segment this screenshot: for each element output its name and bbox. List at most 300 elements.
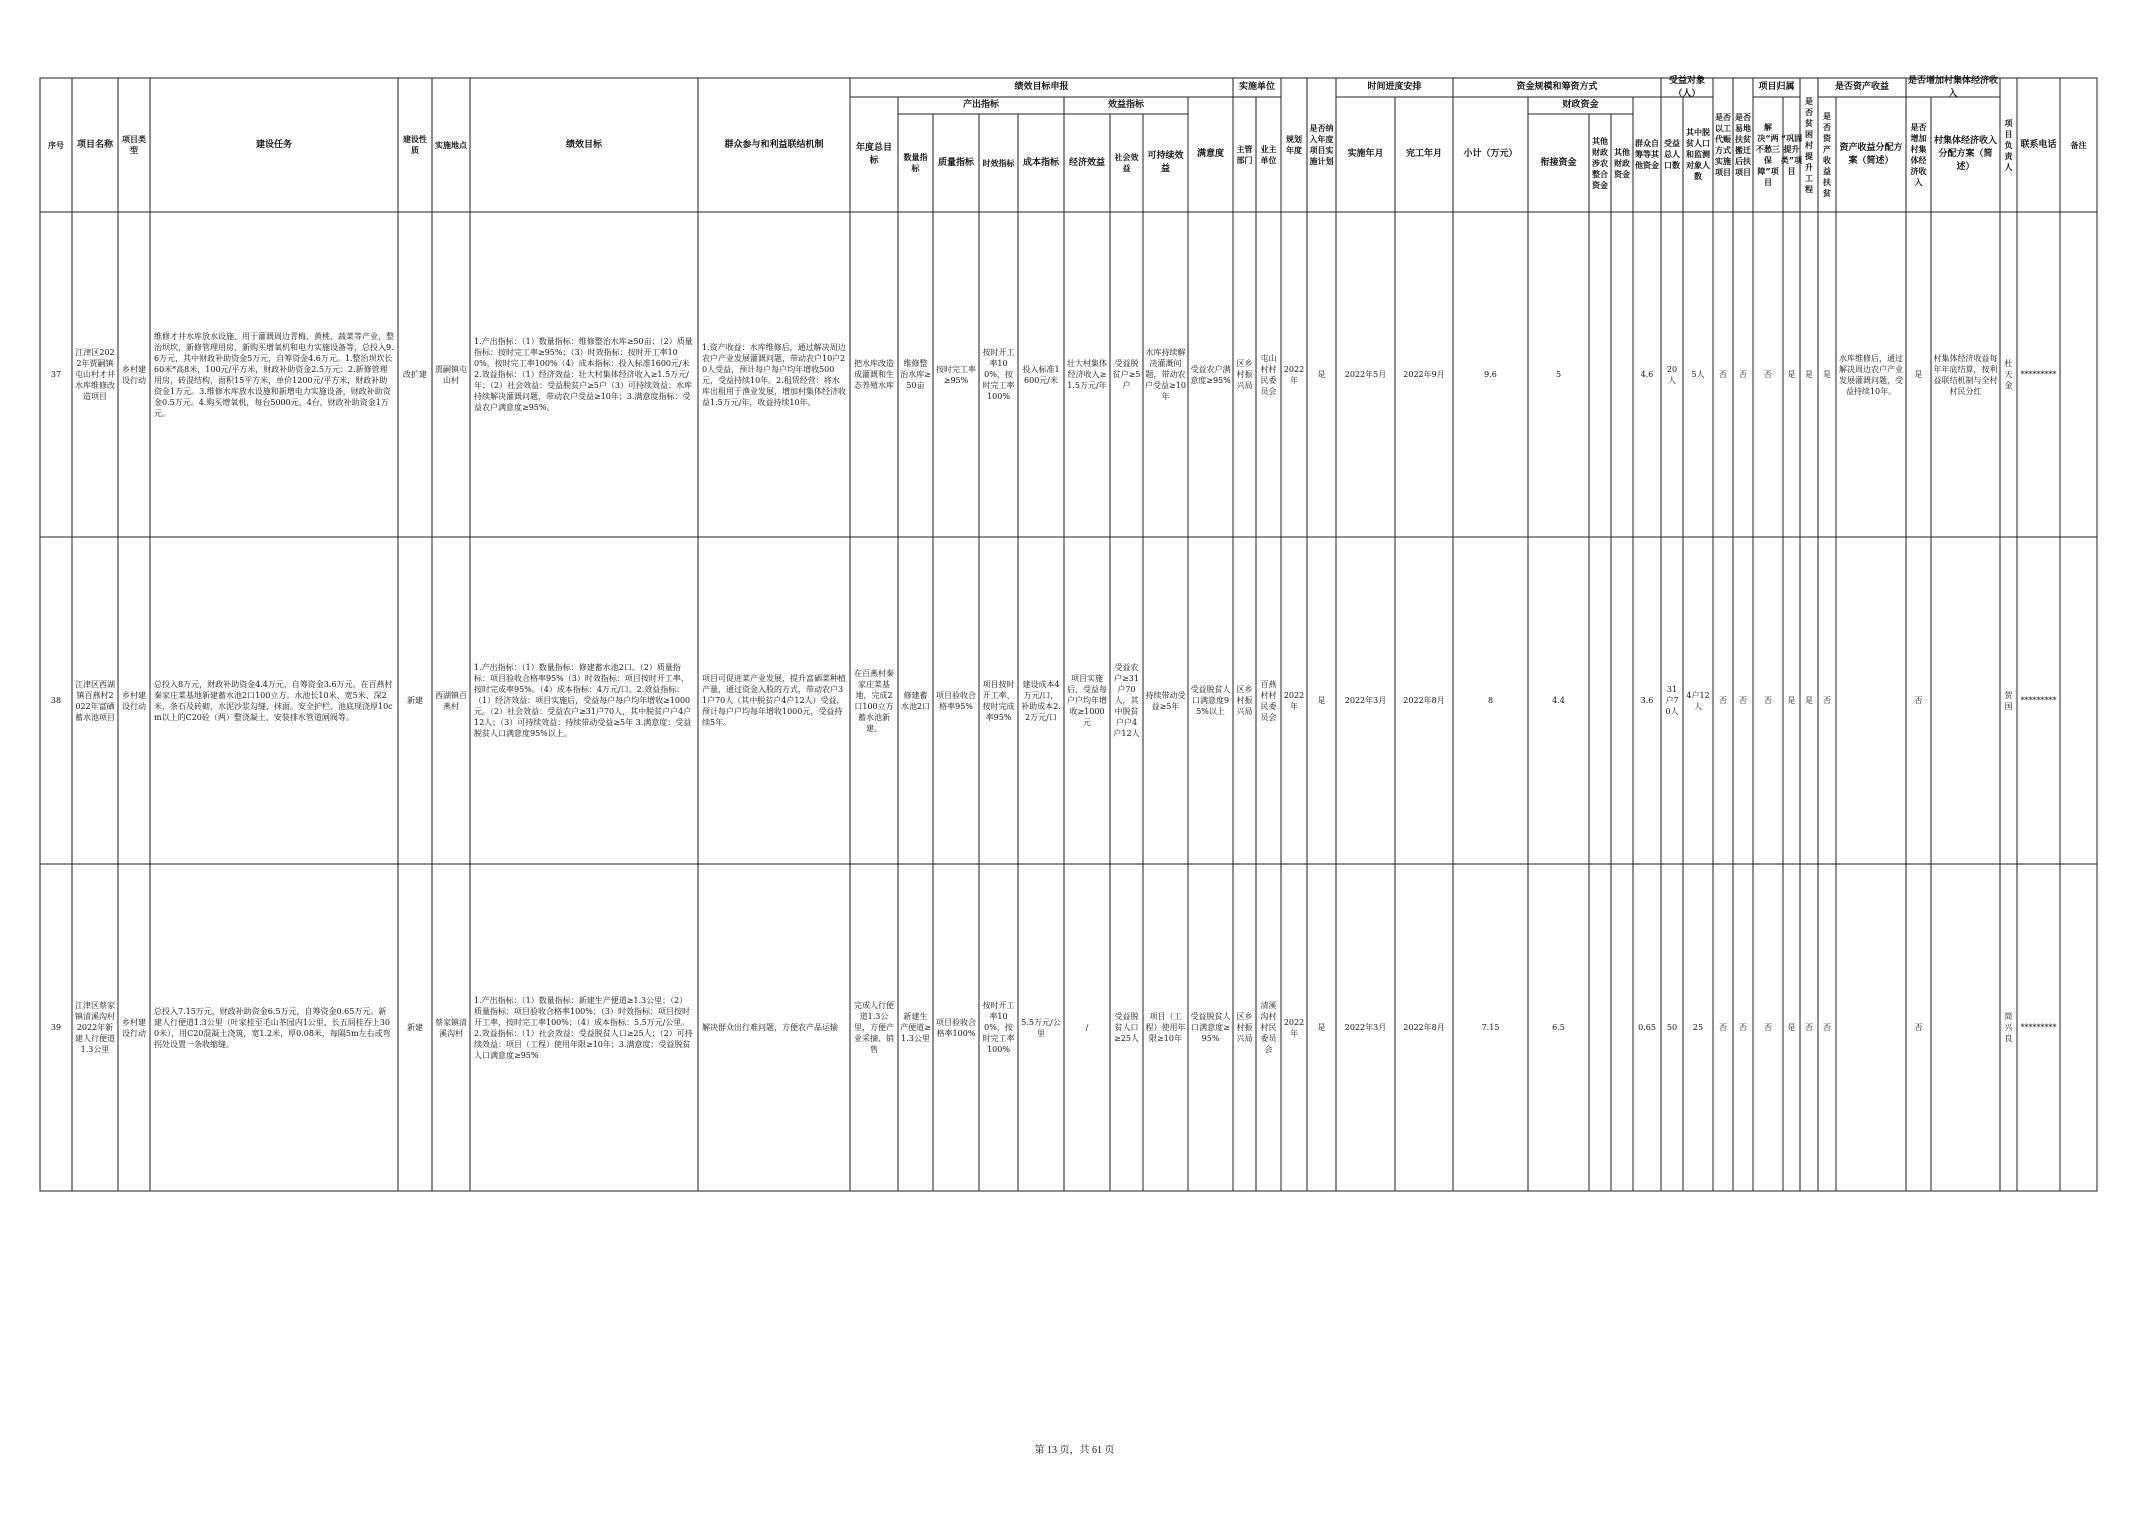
row-39-in-plan xyxy=(1308,865,1335,1190)
row-38-owner-text: 百燕村村民委员会 xyxy=(1260,679,1277,722)
row-38-linked xyxy=(1529,538,1588,863)
row-39-cost xyxy=(1019,865,1063,1190)
header-benefit-group-text: 效益指标 xyxy=(1107,100,1144,110)
row-37-name-text: 江津区2022年贾嗣镇屯山村才井水库维修改造项目 xyxy=(75,348,115,401)
row-37-self xyxy=(1634,213,1660,536)
header-econ xyxy=(1065,115,1109,211)
row-39-owner xyxy=(1257,865,1280,1190)
row-39-name xyxy=(73,865,117,1190)
header-poor-village-text: 是否贫困村提升工程 xyxy=(1805,96,1813,194)
header-econ-text: 经济效益 xyxy=(1068,157,1105,168)
header-mech-text: 群众参与和利益联结机制 xyxy=(724,139,824,150)
header-total-pop-text: 受益总人口数 xyxy=(1664,139,1680,170)
row-37-annual-goal-text: 把水库改造成灌溉和生态养殖水库 xyxy=(854,359,894,390)
row-39-start xyxy=(1337,865,1394,1190)
row-37-cost-text: 投入标准1600元/米 xyxy=(1022,364,1060,385)
row-38-time xyxy=(980,538,1017,863)
header-consolidate xyxy=(1780,98,1803,211)
row-38-poor-village xyxy=(1801,538,1817,863)
row-39-end xyxy=(1396,865,1452,1190)
row-39-dept xyxy=(1234,865,1255,1190)
row-38-econ-text: 项目实施后，受益每户户均年增收≥1000元 xyxy=(1067,674,1107,727)
header-subtotal xyxy=(1454,98,1527,211)
row-39-other-fiscal xyxy=(1612,865,1632,1190)
header-benef-group xyxy=(1662,75,1712,99)
row-39-seq xyxy=(41,865,71,1190)
header-time-text: 时效指标 xyxy=(982,158,1015,168)
row-37-quality xyxy=(934,213,978,536)
row-37-remark xyxy=(2061,213,2096,536)
row-38-total-pop xyxy=(1662,538,1682,863)
row-37-social-text: 受益脱贫户≥5户 xyxy=(1112,359,1141,390)
row-37-time-text: 按时开工率100%，按时完工率100% xyxy=(982,348,1015,401)
header-benefit-group xyxy=(1065,98,1187,113)
row-38-annual-goal xyxy=(851,538,897,863)
header-two-no-text: 解决“两不愁三保障”项目 xyxy=(1756,122,1780,187)
row-37-social xyxy=(1111,213,1142,536)
row-37-start-text: 2022年5月 xyxy=(1344,370,1387,379)
row-38-poor-village-text: 是 xyxy=(1805,696,1813,705)
header-remark-text: 备注 xyxy=(2070,140,2087,150)
header-consolidate-text: “巩固提升类”项目 xyxy=(1780,133,1803,176)
row-38-phone-text: ********* xyxy=(2020,696,2057,705)
row-37-poor-pop-text: 5人 xyxy=(1691,370,1705,379)
header-sustain xyxy=(1144,115,1187,211)
row-39-type xyxy=(119,865,149,1190)
row-37-task-text: 维修才井水库放水设施、用于灌溉周边青梅、黄桃、蔬菜等产业，整治坝坎，新修管理用房，新购买增氧机和电力实施设备等，总投入9.6万元，其中财政补助资金5万元，自筹资金4.6万元。1.整治坝坎长60米*高8米，100元/平方米，财政补助资金2.5万元；2.新修管理用房，砖混结构，面积15平方米，单价1200元/平方米，财政补助资金1万元。3.维修水库放水设施和新增电力实施设备，财政补助资金0.5万元。4.购买增氧机，每台5000元，4台，财政补助资金1万元。 xyxy=(154,331,394,418)
header-cost-text: 成本指标 xyxy=(1022,157,1059,168)
row-37-nature xyxy=(399,213,431,536)
row-39-mech-text: 解决群众出行难问题，方便农产品运输 xyxy=(702,1023,838,1032)
row-37-dept xyxy=(1234,213,1255,536)
row-38-owner xyxy=(1257,538,1280,863)
row-39-self xyxy=(1634,865,1660,1190)
row-38-quality-text: 项目验收合格率95% xyxy=(936,690,976,711)
row-38-asset-is xyxy=(1819,538,1835,863)
header-two-no xyxy=(1754,98,1782,211)
row-38-two-no xyxy=(1754,538,1782,863)
row-39-social xyxy=(1111,865,1142,1190)
row-39-asset-plan xyxy=(1837,865,1905,1190)
row-39-linked-text: 6.5 xyxy=(1552,1023,1565,1032)
row-39-poor-pop-text: 25 xyxy=(1692,1023,1704,1032)
row-37-phone-text: ********* xyxy=(2020,370,2057,379)
header-goal xyxy=(471,79,697,211)
header-income-group-text: 是否增加村集体经济收入 xyxy=(1908,75,1999,99)
header-attr-group-text: 项目归属 xyxy=(1758,82,1795,92)
row-38-dept-text: 区乡村振兴局 xyxy=(1236,685,1253,716)
row-39-agri xyxy=(1590,865,1610,1190)
row-38-asset-is-text: 否 xyxy=(1823,696,1831,705)
row-39-remark xyxy=(2061,865,2096,1190)
row-38-nature xyxy=(399,538,431,863)
row-38-poor-pop xyxy=(1684,538,1712,863)
row-39-owner-text: 清溪沟村村民委员会 xyxy=(1260,1001,1277,1054)
header-asset-is-text: 是否资产收益扶贫 xyxy=(1823,111,1831,198)
header-loc xyxy=(433,79,469,211)
row-38-income-is xyxy=(1907,538,1930,863)
header-poor-pop xyxy=(1684,98,1712,211)
row-38-in-plan-text: 是 xyxy=(1317,696,1326,705)
row-38-consolidate xyxy=(1784,538,1799,863)
row-39-work-relief-text: 否 xyxy=(1719,1023,1727,1032)
header-dept xyxy=(1234,98,1255,211)
row-38-seq xyxy=(41,538,71,863)
header-owner xyxy=(1257,98,1280,211)
row-39-qty-text: 新建生产便道≥1.3公里 xyxy=(900,1012,931,1043)
row-38-quality xyxy=(934,538,978,863)
header-work-relief-text: 是否以工代赈方式实施项目 xyxy=(1715,113,1731,177)
header-plan-year xyxy=(1282,79,1306,211)
row-37-cost xyxy=(1019,213,1063,536)
header-owner-text: 业主单位 xyxy=(1260,144,1277,165)
row-37-nature-text: 改扩建 xyxy=(403,370,427,379)
row-37-loc xyxy=(433,213,469,536)
row-37-two-no-text: 否 xyxy=(1764,370,1772,379)
header-loc-text: 实施地点 xyxy=(435,140,467,150)
row-37-phone xyxy=(2018,213,2059,536)
row-37-quality-text: 按时完工率≥95% xyxy=(936,364,976,385)
row-39-econ-text: / xyxy=(1085,1023,1089,1032)
header-annual-goal xyxy=(851,98,897,211)
header-in-plan xyxy=(1308,79,1335,211)
header-satisfaction-text: 满意度 xyxy=(1196,149,1224,159)
row-38-nature-text: 新建 xyxy=(407,696,423,705)
row-39-poor-pop xyxy=(1684,865,1712,1190)
header-phone-text: 联系电话 xyxy=(2020,139,2057,150)
row-37-poor-village-text: 是 xyxy=(1805,370,1813,379)
row-37-asset-is-text: 是 xyxy=(1823,370,1831,379)
header-income-plan-text: 村集体经济收入分配方案（简述） xyxy=(1933,136,1997,172)
row-38-remark xyxy=(2061,538,2096,863)
row-39-phone xyxy=(2018,865,2059,1190)
row-39-income-is xyxy=(1907,865,1930,1190)
row-39-loc-text: 蔡家镇清溪沟村 xyxy=(435,1017,467,1038)
row-38-linked-text: 4.4 xyxy=(1552,696,1565,705)
row-38-mech xyxy=(699,538,849,863)
header-asset-group xyxy=(1819,79,1905,96)
row-37-econ xyxy=(1065,213,1109,536)
header-impl-group xyxy=(1234,79,1280,96)
header-poor-village xyxy=(1801,79,1817,211)
header-phone xyxy=(2018,79,2059,211)
row-39-relocation-text: 否 xyxy=(1739,1023,1747,1032)
row-38-relocation xyxy=(1734,538,1752,863)
row-38-mech-text: 项目可促进菜产业发展，提升富硒菜种植产量，通过资金入股的方式，带动农户31户70人（其中脱贫户4户12人）受益，预计每户户均每年增收1000元，受益持续5年。 xyxy=(702,674,846,727)
row-37-sustain xyxy=(1144,213,1187,536)
row-37-consolidate xyxy=(1784,213,1799,536)
row-37-plan-year-text: 2022年 xyxy=(1283,364,1305,385)
row-38-subtotal xyxy=(1454,538,1527,863)
header-remark xyxy=(2061,79,2096,211)
header-fiscal-group-text: 财政资金 xyxy=(1562,100,1599,110)
header-asset-is xyxy=(1819,98,1835,211)
header-end-text: 完工年月 xyxy=(1405,149,1442,159)
row-38-cost xyxy=(1019,538,1063,863)
header-end xyxy=(1396,98,1452,211)
row-37-leader-text: 杜天金 xyxy=(2004,359,2013,390)
header-asset-plan xyxy=(1837,98,1905,211)
row-39-quality xyxy=(934,865,978,1190)
header-agri xyxy=(1590,115,1610,211)
row-37-total-pop-text: 20人 xyxy=(1666,364,1678,385)
row-39-relocation xyxy=(1734,865,1752,1190)
row-38-satisfaction-text: 受益脱贫人口满意度95%以上 xyxy=(1190,685,1231,716)
row-39-seq-text: 39 xyxy=(50,1023,62,1032)
row-37-income-plan xyxy=(1932,213,1999,536)
row-38-satisfaction xyxy=(1189,538,1232,863)
header-in-plan-text: 是否纳入年度项目实施计划 xyxy=(1309,124,1334,166)
header-quality-text: 质量指标 xyxy=(937,157,974,168)
row-37-plan-year xyxy=(1282,213,1306,536)
header-cost xyxy=(1019,115,1063,211)
row-38-type-text: 乡村建设行动 xyxy=(122,690,146,711)
row-38-income-is-text: 否 xyxy=(1914,696,1923,705)
row-37-loc-text: 贾嗣镇屯山村 xyxy=(435,364,467,385)
row-38-dept xyxy=(1234,538,1255,863)
row-38-social-text: 受益农户≥31户70人，其中脱贫户户4户12人 xyxy=(1113,663,1140,738)
header-income-is-text: 是否增加村集体经济收入 xyxy=(1910,122,1927,187)
row-39-poor-village-text: 否 xyxy=(1805,1023,1813,1032)
row-39-time xyxy=(980,865,1017,1190)
header-fund-group-text: 资金规模和筹资方式 xyxy=(1516,82,1598,92)
row-39-satisfaction-text: 受益脱贫人口满意度≥95% xyxy=(1190,1012,1231,1043)
header-qty xyxy=(899,115,932,211)
row-37-income-plan-text: 村集体经济收益每年年底结算，按利益联结机制与全村村民分红 xyxy=(1933,353,1998,396)
header-type-text: 项目类型 xyxy=(122,135,146,155)
header-relocation-text: 是否易地扶贫搬迁后扶项目 xyxy=(1735,113,1751,177)
row-38-annual-goal-text: 在百燕村秦家庄菜基地，完成2口100立方蓄水池新建。 xyxy=(854,668,894,733)
header-linked xyxy=(1529,115,1588,211)
row-37-annual-goal xyxy=(851,213,897,536)
row-39-sustain xyxy=(1144,865,1187,1190)
row-39-linked xyxy=(1529,865,1588,1190)
row-39-satisfaction xyxy=(1189,865,1232,1190)
row-37-mech-text: 1.资产收益：水库维修后，通过解决周边农户产业发展灌溉问题，带动农户10户20人受益，预计每户每户均年增收500元，受益持续10年。2.租赁经营：将水库出租用于渔业发展，增加村集体经济收益1.5万元/年，收益持续10年。 xyxy=(702,342,846,407)
row-38-task xyxy=(151,538,397,863)
row-39-qty xyxy=(899,865,932,1190)
row-39-consolidate xyxy=(1784,865,1799,1190)
header-relocation xyxy=(1734,79,1752,211)
header-name xyxy=(73,79,117,211)
header-time xyxy=(980,115,1017,211)
header-subtotal-text: 小计（万元） xyxy=(1463,149,1518,159)
row-39-quality-text: 项目验收合格率100% xyxy=(936,1017,976,1038)
header-total-pop xyxy=(1662,98,1682,211)
row-39-name-text: 江津区蔡家镇清溪沟村2022年新建人行便道1.3公里 xyxy=(75,1001,115,1054)
row-38-work-relief-text: 否 xyxy=(1719,696,1727,705)
row-38-subtotal-text: 8 xyxy=(1487,696,1494,705)
row-38-self xyxy=(1634,538,1660,863)
header-schedule-group-text: 时间进度安排 xyxy=(1367,82,1422,92)
row-37-work-relief-text: 否 xyxy=(1719,370,1727,379)
row-39-phone-text: ********* xyxy=(2020,1023,2057,1032)
header-task xyxy=(151,79,397,211)
row-37-income-is xyxy=(1907,213,1930,536)
row-37-agri xyxy=(1590,213,1610,536)
row-39-start-text: 2022年3月 xyxy=(1344,1023,1387,1032)
header-impl-group-text: 实施单位 xyxy=(1238,82,1275,92)
row-38-plan-year-text: 2022年 xyxy=(1283,690,1305,711)
row-39-total-pop xyxy=(1662,865,1682,1190)
row-38-qty xyxy=(899,538,932,863)
row-37-qty xyxy=(899,213,932,536)
row-39-task xyxy=(151,865,397,1190)
row-39-annual-goal-text: 完成人行便道1.3公里，方便产业采摘、销售 xyxy=(854,1001,894,1054)
header-fund-group xyxy=(1454,79,1660,96)
header-income-is xyxy=(1907,98,1930,211)
row-37-consolidate-text: 是 xyxy=(1787,370,1796,379)
page-number: 第 13 页，共 61 页 xyxy=(1034,1445,1115,1456)
row-38-two-no-text: 否 xyxy=(1764,696,1772,705)
row-37-asset-plan-text: 水库维修后，通过解决周边农户产业发展灌溉问题，受益持续10年。 xyxy=(1839,353,1903,396)
row-39-income-plan xyxy=(1932,865,1999,1190)
header-leader-text: 项目负责人 xyxy=(2004,118,2013,172)
row-37-two-no xyxy=(1754,213,1782,536)
row-37-total-pop xyxy=(1662,213,1682,536)
header-quality xyxy=(934,115,978,211)
header-mech xyxy=(699,79,849,211)
header-asset-group-text: 是否资产收益 xyxy=(1834,82,1889,92)
row-39-subtotal xyxy=(1454,865,1527,1190)
row-39-total-pop-text: 50 xyxy=(1666,1023,1678,1032)
row-39-consolidate-text: 是 xyxy=(1787,1023,1796,1032)
row-39-goal xyxy=(471,865,697,1190)
row-37-sustain-text: 水库持续解决灌溉问题，带动农户受益≥10年 xyxy=(1145,348,1186,401)
row-38-consolidate-text: 是 xyxy=(1787,696,1796,705)
row-38-phone xyxy=(2018,538,2059,863)
row-39-mech xyxy=(699,865,849,1190)
row-39-nature xyxy=(399,865,431,1190)
header-sustain-text: 可持续效益 xyxy=(1147,151,1184,174)
row-39-loc xyxy=(433,865,469,1190)
row-37-in-plan-text: 是 xyxy=(1317,370,1326,379)
row-38-type xyxy=(119,538,149,863)
row-37-asset-plan xyxy=(1837,213,1905,536)
row-39-work-relief xyxy=(1714,865,1732,1190)
row-39-type-text: 乡村建设行动 xyxy=(122,1017,146,1038)
row-39-in-plan-text: 是 xyxy=(1317,1023,1326,1032)
row-37-goal xyxy=(471,213,697,536)
row-38-econ xyxy=(1065,538,1109,863)
row-39-time-text: 按时开工率100%，按时完工率100% xyxy=(982,1001,1015,1054)
row-39-social-text: 受益脱贫人口≥25人 xyxy=(1114,1012,1139,1043)
row-37-start xyxy=(1337,213,1394,536)
header-self xyxy=(1634,98,1660,211)
row-38-other-fiscal xyxy=(1612,538,1632,863)
row-37-owner xyxy=(1257,213,1280,536)
row-38-work-relief xyxy=(1714,538,1732,863)
row-38-end-text: 2022年8月 xyxy=(1403,696,1445,705)
row-38-leader-text: 贺国 xyxy=(2004,690,2013,711)
row-37-owner-text: 屯山村村民委员会 xyxy=(1260,353,1277,396)
header-output-group-text: 产出指标 xyxy=(962,100,999,110)
row-37-in-plan xyxy=(1308,213,1335,536)
row-37-subtotal-text: 9.6 xyxy=(1484,370,1497,379)
row-39-self-text: 0.65 xyxy=(1638,1023,1656,1032)
row-38-income-plan xyxy=(1932,538,1999,863)
header-nature-text: 建设性质 xyxy=(403,135,427,155)
row-38-social xyxy=(1111,538,1142,863)
header-plan-year-text: 规划年度 xyxy=(1286,135,1302,155)
header-qty-text: 数量指标 xyxy=(903,153,928,173)
row-39-sustain-text: 项目（工程）使用年限≥10年 xyxy=(1145,1012,1186,1043)
header-attr-group xyxy=(1754,79,1799,96)
header-seq-text: 序号 xyxy=(48,140,64,150)
row-39-nature-text: 新建 xyxy=(407,1023,423,1032)
header-dept-text: 主管部门 xyxy=(1236,144,1253,165)
header-schedule-group xyxy=(1337,79,1452,96)
row-39-asset-is-text: 否 xyxy=(1823,1023,1831,1032)
row-37-other-fiscal xyxy=(1612,213,1632,536)
row-38-start-text: 2022年3月 xyxy=(1344,696,1387,705)
row-39-dept-text: 区乡村振兴局 xyxy=(1236,1012,1253,1043)
row-37-seq xyxy=(41,213,71,536)
row-38-total-pop-text: 31户70人 xyxy=(1665,685,1679,716)
row-39-task-text: 总投入7.15万元，财政补助资金6.5万元，自筹资金0.65万元。新建人行便道1.3公里（叶家桂至毛山茶园内1公里，长五间桂吞上300米），用C20混凝土浇筑，宽1.2米，厚0.08米，每隔5m左右或弯拐处设置一条收缩缝。 xyxy=(154,1006,391,1049)
row-38-sustain-text: 持续带动受益≥5年 xyxy=(1145,690,1186,711)
header-social-text: 社会效益 xyxy=(1114,153,1139,173)
row-37-goal-text: 1.产出指标：（1）数量指标：维修整治水库≥50亩；（2）质量指标：按时完工率≥95%；（3）时效指标：按时开工率100%，按时完工率100%（4）成本指标：投入标准1600元/米 2.效益指标：（1）经济效益：壮大村集体经济收入≥1.5万元/年；（2）社会效益：受益脱贫户≥5户（3）可持续效益：水库持续解决灌溉问题，带动农户受益≥10年；3.满意度指标：受益农户满意度≥95%。 xyxy=(474,337,693,412)
row-38-loc-text: 西湖镇百燕村 xyxy=(435,690,467,711)
row-39-leader xyxy=(2001,865,2016,1190)
row-38-goal xyxy=(471,538,697,863)
header-work-relief xyxy=(1714,79,1732,211)
row-37-time xyxy=(980,213,1017,536)
header-name-text: 项目名称 xyxy=(76,139,113,150)
header-seq xyxy=(41,79,71,211)
row-39-two-no xyxy=(1754,865,1782,1190)
header-start xyxy=(1337,98,1394,211)
row-38-in-plan xyxy=(1308,538,1335,863)
row-38-loc xyxy=(433,538,469,863)
header-perf-group xyxy=(851,79,1232,96)
row-38-task-text: 总投入8万元，财政补助资金4.4万元，自筹资金3.6万元。在百燕村秦家庄菜基地新建蓄水池2口100立方。水池长10米、宽5米、深2米，条石及砖砌，水泥沙浆勾缝，抹面。安全护栏、池底现浇厚10cm以上的C20砼（两）整浇凝土，安装排水管道闸阀等。 xyxy=(154,679,393,722)
row-37-dept-text: 区乡村振兴局 xyxy=(1236,359,1253,390)
row-38-sustain xyxy=(1144,538,1187,863)
row-37-asset-is xyxy=(1819,213,1835,536)
row-37-qty-text: 维修整治水库≥50亩 xyxy=(900,359,931,390)
header-agri-text: 其他财政涉农整合资金 xyxy=(1592,136,1608,190)
row-37-poor-pop xyxy=(1684,213,1712,536)
header-linked-text: 衔接资金 xyxy=(1540,157,1577,168)
header-satisfaction xyxy=(1189,98,1232,211)
header-other-fiscal-text: 其他财政资金 xyxy=(1614,147,1630,179)
row-39-econ xyxy=(1065,865,1109,1190)
row-38-cost-text: 建设成本4万元/口，补助成本2.2万元/口 xyxy=(1021,679,1061,722)
row-38-poor-pop-text: 4户12人 xyxy=(1686,690,1710,711)
row-38-self-text: 3.6 xyxy=(1640,696,1654,705)
header-income-group xyxy=(1907,75,1999,99)
header-annual-goal-text: 年度总目标 xyxy=(855,142,892,166)
row-39-income-is-text: 否 xyxy=(1914,1023,1923,1032)
row-38-end xyxy=(1396,538,1452,863)
header-benef-group-text: 受益对象（人） xyxy=(1668,75,1705,99)
row-37-work-relief xyxy=(1714,213,1732,536)
row-38-leader xyxy=(2001,538,2016,863)
row-38-agri xyxy=(1590,538,1610,863)
row-38-qty-text: 修建蓄水池2口 xyxy=(900,690,931,711)
row-37-end-text: 2022年9月 xyxy=(1403,370,1445,379)
row-37-linked-text: 5 xyxy=(1555,370,1562,379)
row-37-econ-text: 壮大村集体经济收入≥1.5万元/年 xyxy=(1067,359,1107,390)
header-poor-pop-text: 其中脱贫人口和监测对象人数 xyxy=(1686,128,1710,181)
row-37-type-text: 乡村建设行动 xyxy=(122,364,146,385)
row-37-poor-village xyxy=(1801,213,1817,536)
row-37-satisfaction-text: 受益农户满意度≥95% xyxy=(1190,364,1231,385)
row-38-name-text: 江津区西湖镇百燕村2022年富硒蓄水池项目 xyxy=(75,679,115,722)
header-social xyxy=(1111,115,1142,211)
